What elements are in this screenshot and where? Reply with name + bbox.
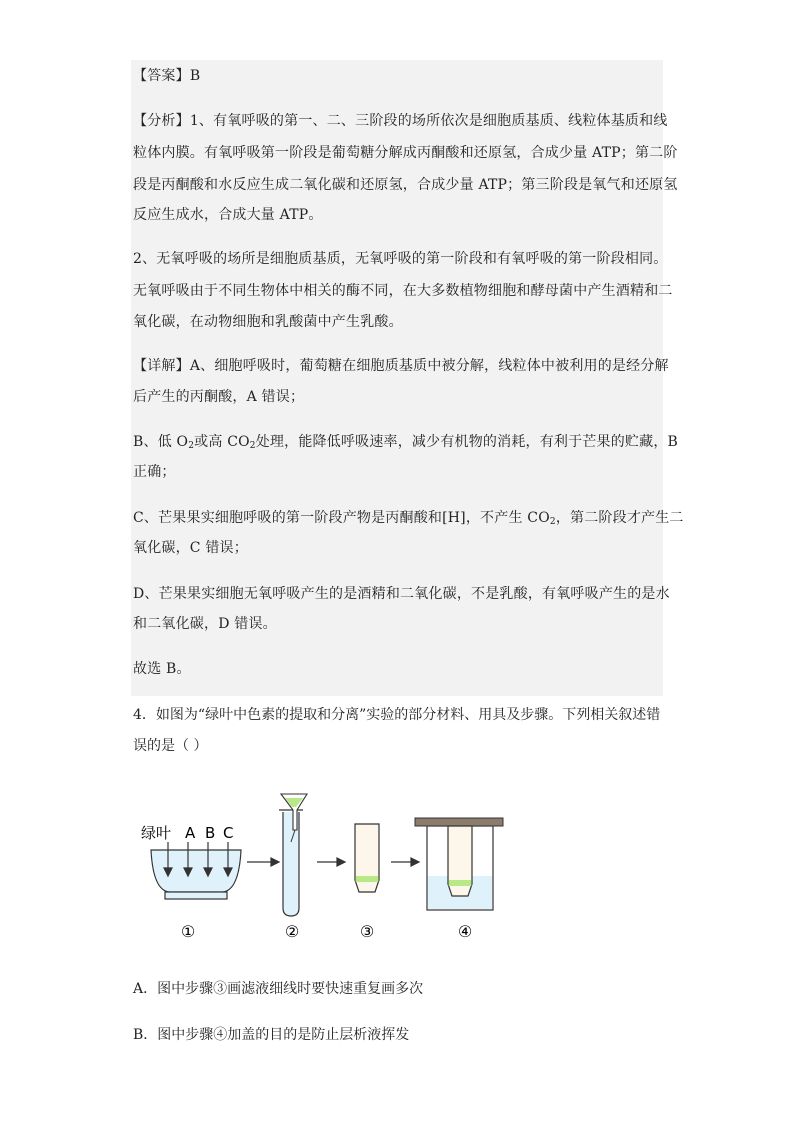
question4-stem-line-2: 误的是（ ） [133,738,208,754]
arrow-right-icon [317,858,345,866]
detail-d-line-1: D、芒果果实细胞无氧呼吸产生的是酒精和二氧化碳，不是乳酸，有氧呼吸产生的是水 [133,586,670,602]
option-b: B．图中步骤④加盖的目的是防止层析液挥发 [133,1027,410,1043]
step-label-2: ② [284,922,300,941]
beaker-lid [415,818,503,826]
detail-a-line-2: 后产生的丙酮酸，A 错误； [133,389,305,405]
conclusion-line: 故选 B。 [133,661,191,677]
step-label-3: ③ [359,922,375,941]
step-label-4: ④ [457,922,473,941]
analysis-p2-line-1: 2、无氧呼吸的场所是细胞质基质，无氧呼吸的第一阶段和有氧呼吸的第一阶段相同。 [133,251,668,267]
detail-b-line-2: 正确； [133,464,176,480]
analysis-p2-line-2: 无氧呼吸由于不同生物体中相关的酶不同，在大多数植物细胞和酵母菌中产生酒精和二 [133,283,673,299]
leaf-label: 绿叶 [141,824,172,842]
analysis-line-3: 段是丙酮酸和水反应生成二氧化碳和还原氢，合成少量 ATP；第三阶段是氧气和还原氢 [133,177,678,193]
paper-strip-in-beaker-icon [448,826,472,896]
arrow-right-icon [391,858,419,866]
detail-d-line-2: 和二氧化碳，D 错误。 [133,616,277,632]
detail-a-line-1: 【详解】A、细胞呼吸时，葡萄糖在细胞质基质中被分解，线粒体中被利用的是经分解 [133,358,669,374]
detail-c-line-2: 氧化碳，C 错误； [133,540,248,556]
letter-c: C [223,824,234,842]
analysis-line-4: 反应生成水，合成大量 ATP。 [133,207,323,223]
letter-b: B [205,824,216,842]
answer-line: 【答案】B [133,68,201,84]
experiment-figure [135,780,515,945]
analysis-p2-line-3: 氧化碳，在动物细胞和乳酸菌中产生乳酸。 [133,314,403,330]
analysis-line-1: 【分析】1、有氧呼吸的第一、二、三阶段的场所依次是细胞质基质、线粒体基质和线 [133,113,668,129]
option-a: A．图中步骤③画滤液细线时要快速重复画多次 [133,981,424,997]
filter-paper-icon [355,824,379,892]
arrow-right-icon [247,858,279,866]
analysis-line-2: 粒体内膜。有氧呼吸第一阶段是葡萄糖分解成丙酮酸和还原氢，合成少量 ATP；第二阶 [133,145,678,161]
step-label-1: ① [180,922,196,941]
question4-stem-line-1: 4．如图为“绿叶中色素的提取和分离”实验的部分材料、用具及步骤。下列相关叙述错 [133,707,661,723]
detail-b-line-1: B、低 $O_2$或高 $CO_2$处理，能降低呼吸速率，减少有机物的消耗，有利于芒果的贮藏，B [133,434,679,451]
test-tube-icon [279,810,303,916]
detail-c-line-1: C、芒果果实细胞呼吸的第一阶段产物是丙酮酸和[H]，不产生 $CO_2$，第二阶段才产生二 [133,510,684,527]
letter-a: A [185,824,196,842]
